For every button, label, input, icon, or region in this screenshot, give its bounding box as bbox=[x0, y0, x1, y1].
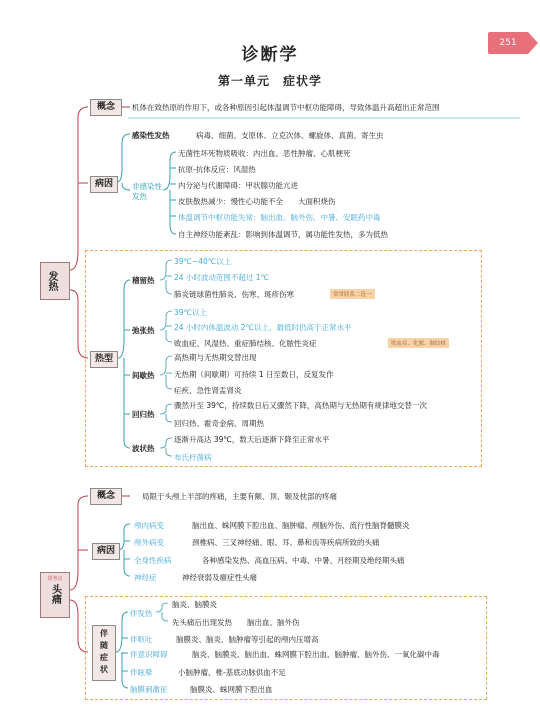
intermittent-fever-item-3: 疟疾、急性肾盂肾炎 bbox=[174, 386, 242, 395]
symptom-cat-2: 伴呕吐 bbox=[130, 635, 153, 644]
page-number-badge: 251 bbox=[488, 32, 528, 54]
headache-concept-text: 局限于头颅上半部的疼痛，主要有额、顶、颞及枕部的疼痛 bbox=[142, 492, 337, 501]
headache-etiology-label: 病因 bbox=[92, 543, 120, 560]
remittent-fever-tag: 败血症、化脓、肺结核 bbox=[388, 338, 449, 348]
continuous-fever-diseases: 肺炎链球菌性肺炎、伤寒、斑疹伤寒 bbox=[174, 290, 294, 299]
unit-title: 第一单元 症状学 bbox=[217, 74, 322, 88]
fever-main-label: 发热 bbox=[40, 262, 70, 300]
noninfectious-item-6: 自主神经功能紊乱：影响到体温调节，属功能性发热，多为低热 bbox=[178, 230, 388, 239]
headache-symptoms-label-text: 伴随症状 bbox=[100, 629, 108, 674]
symptom-line-2: 脑膜炎、脑炎、脑肿瘤等引起的颅内压增高 bbox=[176, 635, 319, 644]
intermittent-fever-label: 间歇热 bbox=[132, 371, 155, 380]
symptom-cat-3: 伴意识障碍 bbox=[130, 650, 168, 659]
noninfectious-item-4: 皮肤散热减少：慢性心功能不全 大面积烧伤 bbox=[178, 197, 336, 206]
intermittent-fever-item-2: 无热期（间歇期）可持续 1 日至数日，反复发作 bbox=[174, 370, 334, 379]
infectious-fever-text: 病毒、细菌、支原体、立克次体、螺旋体、真菌、寄生虫 bbox=[196, 131, 384, 140]
undulant-fever-item-1: 逐渐升高达 39℃，数天后逐渐下降至正常水平 bbox=[174, 435, 330, 444]
fever-concept-label: 概念 bbox=[90, 99, 122, 116]
page-title: 诊断学 bbox=[241, 45, 299, 65]
symptom-line-1a: 脑炎、脑膜炎 bbox=[172, 600, 217, 609]
symptom-cat-1: 伴发热 bbox=[130, 609, 153, 618]
headache-cause-cat-1: 颅内病变 bbox=[134, 521, 164, 530]
remittent-fever-diseases: 败血症、风湿热、重症肺结核、化脓性炎症 bbox=[174, 339, 317, 348]
continuous-fever-label: 稽留热 bbox=[132, 276, 155, 285]
remittent-fever-fluct: 24 小时内体温波动 2℃以上，最低时仍高于正常水平 bbox=[174, 323, 352, 332]
headache-main-label bbox=[40, 572, 70, 618]
fever-types-label: 热型 bbox=[90, 351, 118, 368]
relapsing-fever-item-2: 回归热、霍奇金病、周期热 bbox=[174, 419, 264, 428]
symptom-cat-4: 伴眩晕 bbox=[130, 668, 153, 677]
remittent-fever-range: 39℃以上 bbox=[174, 308, 207, 317]
headache-concept-label: 概念 bbox=[90, 488, 122, 505]
symptom-line-3: 脑炎、脑膜炎、脑出血、蛛网膜下腔出血、脑肿瘤、脑外伤、一氧化碳中毒 bbox=[192, 650, 440, 659]
noninfectious-item-2: 抗原-抗体反应：风湿热 bbox=[178, 165, 256, 174]
headache-cause-cat-2: 颅外病变 bbox=[134, 538, 164, 547]
continuous-fever-range: 39℃~40℃以上 bbox=[174, 257, 232, 266]
symptom-cat-5: 脑膜刺激征 bbox=[130, 685, 168, 694]
headache-cause-text-3: 各种感染发热、高血压病、中毒、中暑、月经期及绝经期头痛 bbox=[202, 556, 405, 565]
headache-cause-cat-3: 全身性疾病 bbox=[134, 556, 172, 565]
noninfectious-item-1: 无菌性坏死物质吸收：内出血、恶性肿瘤、心肌梗死 bbox=[178, 149, 351, 158]
headache-cause-text-1: 脑出血、蛛网膜下腔出血、脑肿瘤、颅脑外伤、流行性脑脊髓膜炎 bbox=[192, 521, 410, 530]
fever-concept-text: 机体在致热原的作用下，或各种原因引起体温调节中枢功能障碍，导致体温升高超出正常范围 bbox=[132, 103, 440, 112]
continuous-fever-fluct: 24 小时波动范围不超过 1℃ bbox=[174, 273, 270, 282]
undulant-fever-item-2: 布氏杆菌病 bbox=[174, 453, 212, 462]
infectious-fever-label: 感染性发热 bbox=[132, 131, 170, 140]
headache-cause-cat-4: 神经症 bbox=[134, 573, 157, 582]
intermittent-fever-item-1: 高热期与无热期交替出现 bbox=[174, 353, 257, 362]
symptom-line-1b: 先头痛后出现发热 脑出血、脑外伤 bbox=[172, 618, 300, 627]
headache-cause-text-4: 神经衰弱及癔症性头痛 bbox=[182, 573, 257, 582]
headache-symptoms-label bbox=[92, 625, 116, 681]
headache-main-text: 头痛 bbox=[49, 584, 61, 604]
relapsing-fever-item-1: 骤然升至 39℃，持续数日后又骤然下降，高热期与无热期有规律地交替一次 bbox=[174, 401, 427, 410]
noninfectious-fever-label bbox=[132, 182, 162, 202]
noninfectious-fever-label-text: 非感染性发热 bbox=[132, 182, 162, 201]
noninfectious-item-3: 内分泌与代谢障碍：甲状腺功能亢进 bbox=[178, 181, 298, 190]
noninfectious-item-5: 体温调节中枢功能失常：脑出血、脑外伤、中暑、安眠药中毒 bbox=[178, 213, 381, 222]
fever-etiology-label: 病因 bbox=[90, 176, 118, 193]
headache-cause-text-2: 颈椎病、三叉神经痛、眼、耳、鼻和齿等疾病所致的头痛 bbox=[192, 538, 380, 547]
relapsing-fever-label: 回归热 bbox=[132, 410, 155, 419]
symptom-line-4: 小脑肿瘤、椎-基底动脉供血不足 bbox=[178, 668, 286, 677]
undulant-fever-label: 波状热 bbox=[132, 444, 155, 453]
headache-tag: 常考点 bbox=[47, 576, 63, 582]
symptom-line-5: 脑膜炎、蛛网膜下腔出血 bbox=[190, 685, 273, 694]
continuous-fever-tag: 常常联系二选一 bbox=[330, 289, 375, 299]
remittent-fever-label: 弛张热 bbox=[132, 326, 155, 335]
